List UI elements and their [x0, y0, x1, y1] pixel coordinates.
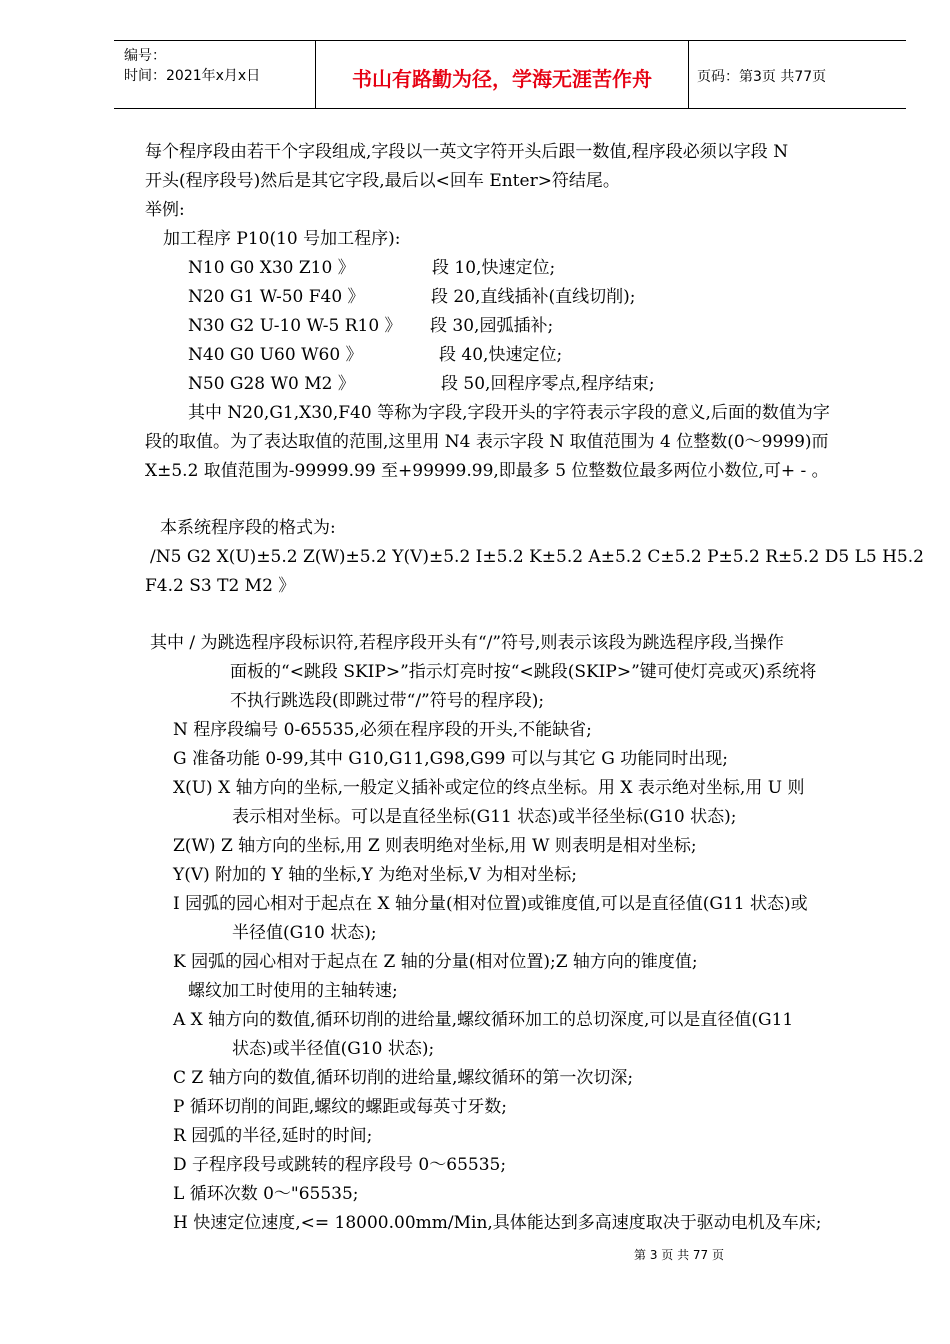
example-code: N40 G0 U60 W60 》: [188, 345, 363, 365]
definition-line: I 园弧的园心相对于起点在 X 轴分量(相对位置)或锥度值,可以是直径值(G11 状态)或: [173, 894, 808, 914]
example-code: N30 G2 U-10 W-5 R10 》: [188, 316, 402, 336]
definition-line: X(U) X 轴方向的坐标,一般定义插补或定位的终点坐标。用 X 表示绝对坐标,用 U 则: [173, 778, 805, 798]
example-comment: 段 30,园弧插补;: [430, 316, 554, 336]
definition-line: 不执行跳选段(即跳过带“/”符号的程序段);: [230, 691, 545, 711]
definition-line: G 准备功能 0-99,其中 G10,G11,G98,G99 可以与其它 G 功能同时出现;: [173, 749, 728, 769]
example-comment: 段 20,直线插补(直线切削);: [431, 287, 636, 307]
definition-line: Y(V) 附加的 Y 轴的坐标,Y 为绝对坐标,V 为相对坐标;: [173, 865, 578, 885]
definition-line: P 循环切削的间距,螺纹的螺距或每英寸牙数;: [173, 1097, 507, 1117]
example-code: N50 G28 W0 M2 》: [188, 374, 355, 394]
definition-line: 半径值(G10 状态);: [232, 923, 377, 943]
page-header: [114, 40, 906, 109]
definition-line: 其中 / 为跳选程序段标识符,若程序段开头有“/”符号,则表示该段为跳选程序段,当操作: [150, 633, 784, 653]
definition-line: D 子程序段号或跳转的程序段号 0～65535;: [173, 1155, 507, 1175]
page-footer: 第 3 页 共 77 页: [634, 1248, 724, 1262]
definition-line: R 园弧的半径,延时的时间;: [173, 1126, 373, 1146]
header-motto-cell: [316, 41, 689, 108]
explain-line: 段的取值。为了表达取值的范围,这里用 N4 表示字段 N 取值范围为 4 位整数(0～9999)而: [145, 432, 829, 452]
definition-line: K 园弧的园心相对于起点在 Z 轴的分量(相对位置);Z 轴方向的锥度值;: [173, 952, 698, 972]
header-meta-cell: [114, 41, 316, 108]
definition-line: 面板的“<跳段 SKIP>”指示灯亮时按“<跳段(SKIP>”键可使灯亮或灭)系统将: [230, 662, 817, 682]
intro-line: 开头(程序段号)然后是其它字段,最后以<回车 Enter>符结尾。: [145, 171, 620, 191]
example-code: N10 G0 X30 Z10 》: [188, 258, 355, 278]
example-code: N20 G1 W-50 F40 》: [188, 287, 365, 307]
format-title: 本系统程序段的格式为:: [160, 518, 336, 538]
example-comment: 段 50,回程序零点,程序结束;: [441, 374, 655, 394]
definition-line: 螺纹加工时使用的主轴转速;: [188, 981, 398, 1001]
definition-line: 状态)或半径值(G10 状态);: [232, 1039, 435, 1059]
intro-line: 每个程序段由若干个字段组成,字段以一英文字符开头后跟一数值,程序段必须以字段 N: [145, 142, 789, 162]
definition-line: A X 轴方向的数值,循环切削的进给量,螺纹循环加工的总切深度,可以是直径值(G11: [173, 1010, 794, 1030]
example-comment: 段 10,快速定位;: [432, 258, 556, 278]
explain-line: 其中 N20,G1,X30,F40 等称为字段,字段开头的字符表示字段的意义,后面的数值为字: [188, 403, 830, 423]
doc-number-label: 编号：: [124, 48, 166, 64]
format-line: F4.2 S3 T2 M2 》: [145, 576, 296, 596]
doc-time-label: 时间：2021年x月x日: [124, 68, 261, 84]
header-page-info: 页码：第3页 共77页: [697, 69, 827, 85]
format-line: /N5 G2 X(U)±5.2 Z(W)±5.2 Y(V)±5.2 I±5.2 K±5.2 A±5.2 C±5.2 P±5.2 R±5.2 D5 L5 H5.2: [150, 547, 924, 567]
header-page-cell: [689, 41, 906, 108]
header-motto: 书山有路勤为径，学海无涯苦作舟: [352, 67, 652, 91]
intro-line: 举例:: [145, 200, 185, 220]
definition-line: 表示相对坐标。可以是直径坐标(G11 状态)或半径坐标(G10 状态);: [232, 807, 737, 827]
definition-line: L 循环次数 0～"65535;: [173, 1184, 359, 1204]
definition-line: Z(W) Z 轴方向的坐标,用 Z 则表明绝对坐标,用 W 则表明是相对坐标;: [173, 836, 697, 856]
intro-line: 加工程序 P10(10 号加工程序):: [163, 229, 401, 249]
definition-line: H 快速定位速度,<= 18000.00mm/Min,具体能达到多高速度取决于驱动电机及车床;: [173, 1213, 822, 1233]
explain-line: X±5.2 取值范围为-99999.99 至+99999.99,即最多 5 位整数位最多两位小数位,可+ - 。: [145, 461, 829, 481]
example-comment: 段 40,快速定位;: [439, 345, 563, 365]
definition-line: N 程序段编号 0-65535,必须在程序段的开头,不能缺省;: [173, 720, 592, 740]
definition-line: C Z 轴方向的数值,循环切削的进给量,螺纹循环的第一次切深;: [173, 1068, 634, 1088]
